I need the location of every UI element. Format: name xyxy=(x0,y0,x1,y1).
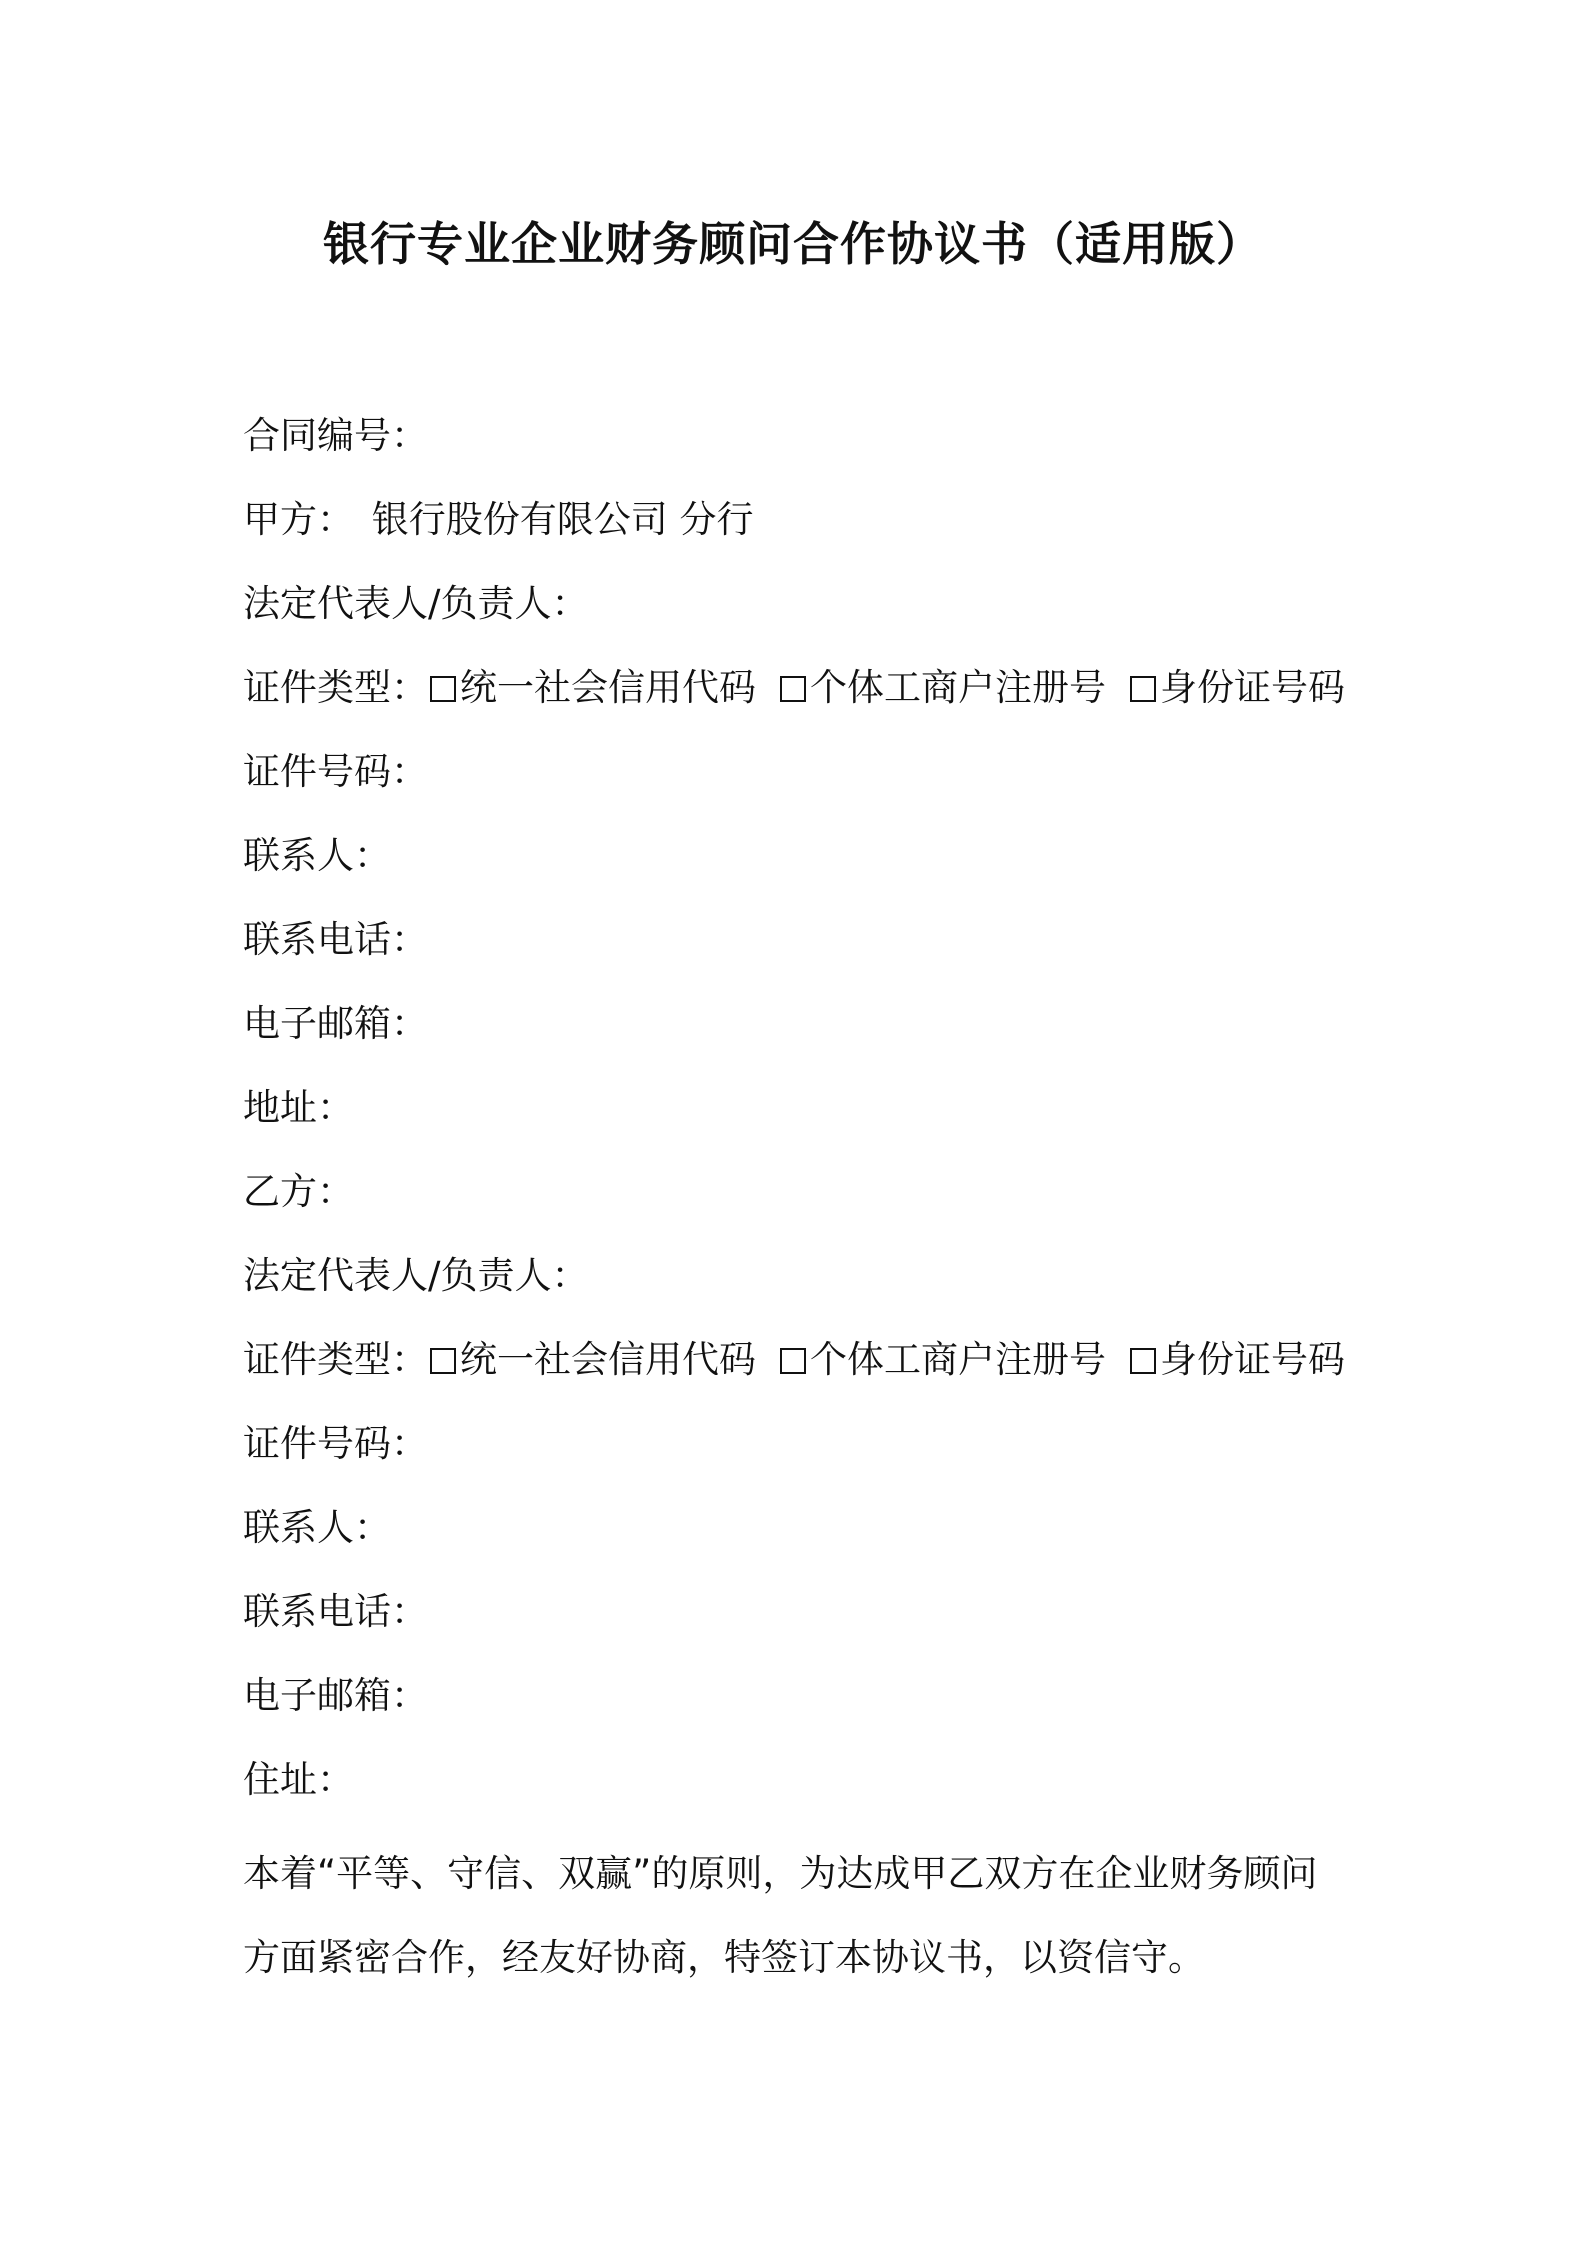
party-a-address-label: 地址： xyxy=(243,1086,354,1129)
party-b-label: 乙方： xyxy=(243,1170,354,1213)
party-a-id-number-label: 证件号码： xyxy=(243,750,428,793)
contract-number-line xyxy=(243,404,1363,488)
party-a-label: 甲方： xyxy=(243,498,354,541)
party-a-legal-rep-line xyxy=(243,572,1363,656)
preamble-line-1: 本着“平等、守信、双赢”的原则，为达成甲乙双方在企业财务顾问 xyxy=(243,1852,1318,1895)
party-a-phone-label: 联系电话： xyxy=(243,918,428,961)
party-a-email-line xyxy=(243,992,1363,1076)
party-b-phone-line xyxy=(243,1580,1363,1664)
party-a-id-option-credit-code[interactable] xyxy=(428,666,756,709)
document-title: 银行专业企业财务顾问合作协议书（适用版） xyxy=(323,217,1263,271)
party-a-line xyxy=(243,488,1363,572)
checkbox-icon[interactable] xyxy=(1130,1348,1156,1374)
contract-number-label: 合同编号： xyxy=(243,414,428,457)
party-a-id-option-business-reg[interactable] xyxy=(778,666,1106,709)
party-a-value: 银行股份有限公司 分行 xyxy=(371,498,754,541)
party-b-legal-rep-line xyxy=(243,1244,1363,1328)
party-a-legal-rep-label: 法定代表人/负责人： xyxy=(243,582,589,625)
party-b-email-label: 电子邮箱： xyxy=(243,1674,428,1717)
party-b-id-option-label: 统一社会信用代码 xyxy=(460,1338,756,1381)
party-b-id-option-id-card[interactable] xyxy=(1128,1338,1345,1381)
document-body xyxy=(243,404,1363,2000)
party-b-id-option-business-reg[interactable] xyxy=(778,1338,1106,1381)
party-b-line xyxy=(243,1160,1363,1244)
checkbox-icon[interactable] xyxy=(430,1348,456,1374)
preamble-paragraph xyxy=(243,1832,1363,2000)
party-b-id-option-label: 身份证号码 xyxy=(1160,1338,1345,1381)
party-b-address-line xyxy=(243,1748,1363,1832)
party-b-id-number-label: 证件号码： xyxy=(243,1422,428,1465)
party-b-legal-rep-label: 法定代表人/负责人： xyxy=(243,1254,589,1297)
party-b-id-type-label: 证件类型： xyxy=(243,1338,428,1381)
party-b-id-option-credit-code[interactable] xyxy=(428,1338,756,1381)
party-a-id-option-label: 个体工商户注册号 xyxy=(810,666,1106,709)
party-b-id-number-line xyxy=(243,1412,1363,1496)
preamble-line-2: 方面紧密合作，经友好协商，特签订本协议书，以资信守。 xyxy=(243,1936,1205,1979)
checkbox-icon[interactable] xyxy=(780,676,806,702)
party-b-address-label: 住址： xyxy=(243,1758,354,1801)
party-a-id-number-line xyxy=(243,740,1363,824)
party-b-phone-label: 联系电话： xyxy=(243,1590,428,1633)
checkbox-icon[interactable] xyxy=(780,1348,806,1374)
party-a-phone-line xyxy=(243,908,1363,992)
party-a-contact-label: 联系人： xyxy=(243,834,391,877)
party-b-contact-line xyxy=(243,1496,1363,1580)
party-a-id-option-id-card[interactable] xyxy=(1128,666,1345,709)
party-a-id-type-line xyxy=(243,656,1363,740)
party-b-contact-label: 联系人： xyxy=(243,1506,391,1549)
party-a-id-type-label: 证件类型： xyxy=(243,666,428,709)
party-b-email-line xyxy=(243,1664,1363,1748)
party-a-contact-line xyxy=(243,824,1363,908)
party-b-id-option-label: 个体工商户注册号 xyxy=(810,1338,1106,1381)
checkbox-icon[interactable] xyxy=(430,676,456,702)
checkbox-icon[interactable] xyxy=(1130,676,1156,702)
party-b-id-type-line xyxy=(243,1328,1363,1412)
party-a-id-option-label: 统一社会信用代码 xyxy=(460,666,756,709)
party-a-id-option-label: 身份证号码 xyxy=(1160,666,1345,709)
party-a-email-label: 电子邮箱： xyxy=(243,1002,428,1045)
party-a-address-line xyxy=(243,1076,1363,1160)
